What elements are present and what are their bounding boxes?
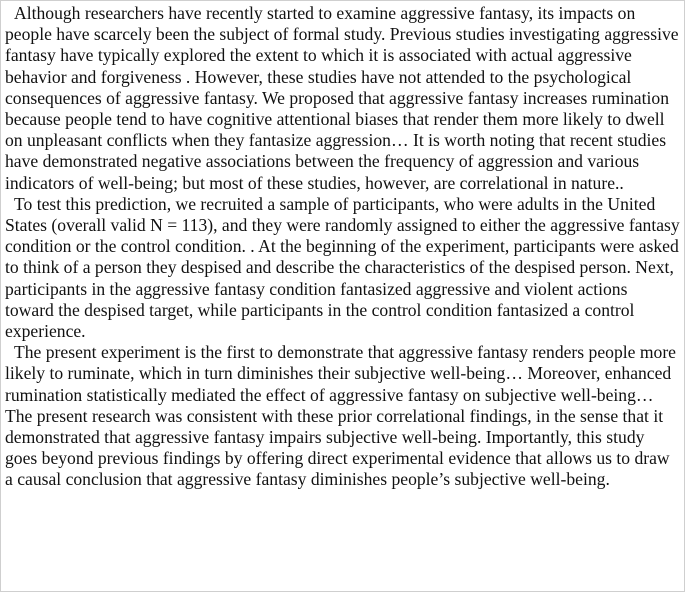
paragraph-intro: Although researchers have recently started to examine aggressive fantasy, its impacts on people have scarcely been the subject of formal study. Previous studies investigating aggressive fantasy have typically explored the extent to which it is associated with actual aggressive behavior and forgiveness . However, these studies have not attended to the psychological consequences of aggressive fantasy. We proposed that aggressive fantasy increases rumination because people tend to have cognitive attentional biases that render them more likely to dwell on unpleasant conflicts when they fantasize aggression… It is worth noting that recent studies have demonstrated negative associations between the frequency of aggression and various indicators of well-being; but most of these studies, however, are correlational in nature.. — [5, 3, 679, 193]
paragraph-findings: The present experiment is the first to demonstrate that aggressive fantasy renders people more likely to ruminate, which in turn diminishes their subjective well-being… Moreover, enhanced rumination statistically mediated the effect of aggressive fantasy on subjective well-being… The present research was consistent with these prior correlational findings, in the sense that it demonstrated that aggressive fantasy impairs subjective well-being. Importantly, this study goes beyond previous findings by offering direct experimental evidence that allows us to draw a causal conclusion that aggressive fantasy diminishes people’s subjective well-being. — [5, 342, 676, 490]
paragraph-method: To test this prediction, we recruited a sample of participants, who were adults in the United States (overall valid N = 113), and they were randomly assigned to either the aggressive fantasy condition or the control condition. . At the beginning of the experiment, participants were asked to think of a person they despised and describe the characteristics of the despised person. Next, participants in the aggressive fantasy condition fantasized aggressive and violent actions toward the despised target, while participants in the control condition fantasized a control experience. — [5, 193, 680, 342]
